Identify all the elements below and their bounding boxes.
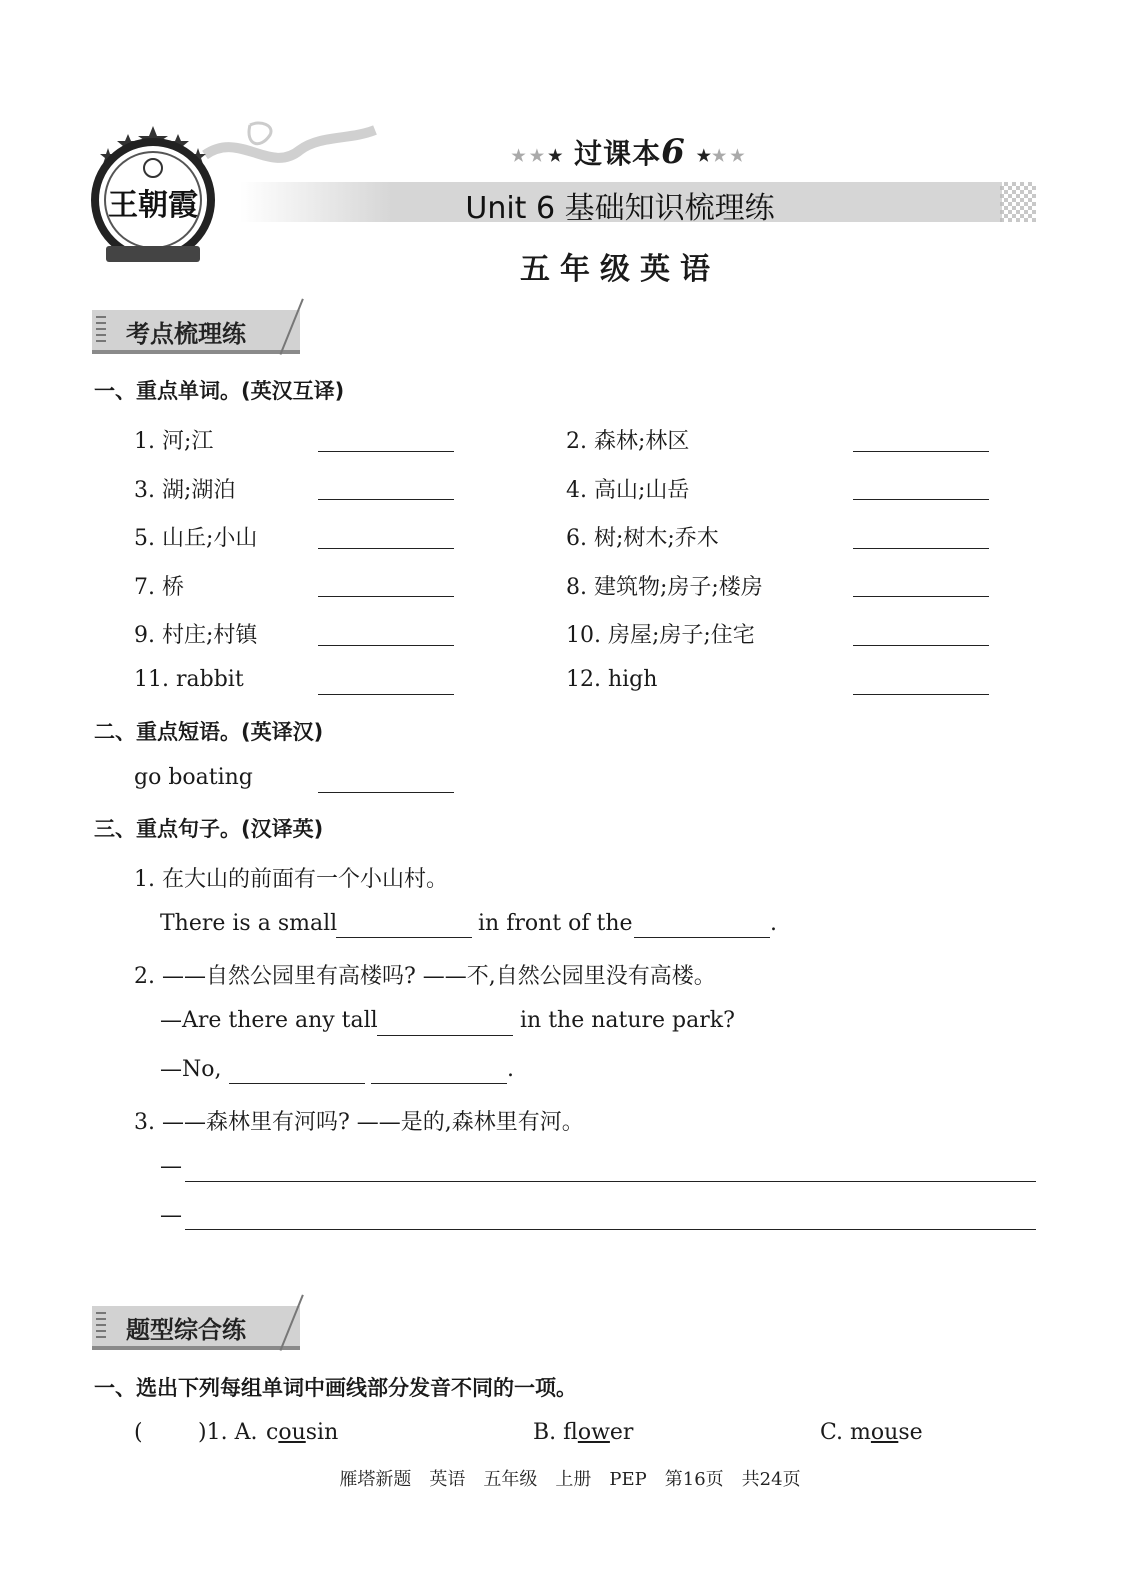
option-c-text: se bbox=[898, 1420, 923, 1445]
grip-icon bbox=[96, 316, 106, 344]
page-footer: 雁塔新题 英语 五年级 上册 PEP 第16页 共24页 bbox=[339, 1469, 801, 1490]
vocab-item-10: 10. 房屋;房子;住宅 bbox=[566, 623, 755, 648]
star-icon: ★★ bbox=[511, 146, 549, 165]
option-c-text: C. m bbox=[820, 1420, 871, 1445]
answer-blank[interactable] bbox=[318, 645, 454, 646]
answer-blank[interactable] bbox=[853, 548, 989, 549]
dialog-dash: — bbox=[160, 1154, 182, 1179]
phrase-item: go boating bbox=[134, 765, 253, 790]
sentence-1-en-c: . bbox=[770, 911, 777, 936]
logo-text: 王朝霞 bbox=[108, 188, 198, 223]
option-c-underlined: ou bbox=[870, 1420, 899, 1445]
sentence-1-en-a: There is a small bbox=[160, 911, 338, 936]
section-label-text: 考点梳理练 bbox=[126, 319, 246, 348]
answer-blank[interactable] bbox=[853, 645, 989, 646]
vocab-item-8: 8. 建筑物;房子;楼房 bbox=[566, 575, 763, 600]
star-title bbox=[440, 132, 820, 172]
option-a-underlined: ou bbox=[278, 1420, 306, 1445]
option-b-text: B. fl bbox=[533, 1420, 578, 1445]
pen-icon bbox=[279, 298, 320, 361]
option-c[interactable] bbox=[820, 1420, 923, 1445]
section-label-review bbox=[92, 310, 300, 354]
vocab-item-9: 9. 村庄;村镇 bbox=[134, 623, 258, 648]
answer-blank[interactable] bbox=[318, 792, 454, 793]
grip-icon bbox=[96, 1312, 106, 1340]
part1-heading: 一、重点单词。(英汉互译) bbox=[94, 379, 345, 403]
star-title-text: 过课本 bbox=[574, 137, 662, 170]
unit-title: Unit 6 基础知识梳理练 bbox=[465, 191, 775, 226]
sentence-2-cn: 2. ——自然公园里有高楼吗? ——不,自然公园里没有高楼。 bbox=[134, 964, 716, 989]
section2-part1-heading: 一、选出下列每组单词中画线部分发音不同的一项。 bbox=[94, 1376, 577, 1400]
answer-blank[interactable] bbox=[318, 548, 454, 549]
answer-blank[interactable] bbox=[853, 451, 989, 452]
question-1-number: )1. A. bbox=[198, 1420, 258, 1445]
grade-title: 五年级英语 bbox=[520, 252, 720, 287]
answer-blank[interactable] bbox=[853, 596, 989, 597]
star-title-number: 6 bbox=[661, 132, 686, 172]
answer-blank[interactable] bbox=[318, 694, 454, 695]
section-label-practice bbox=[92, 1306, 300, 1350]
option-b-underlined: ow bbox=[577, 1420, 610, 1445]
vocab-item-12: 12. high bbox=[566, 667, 658, 692]
pen-icon bbox=[279, 1294, 320, 1357]
vocab-item-2: 2. 森林;林区 bbox=[566, 429, 690, 454]
answer-blank[interactable] bbox=[318, 451, 454, 452]
answer-blank[interactable] bbox=[371, 1083, 507, 1084]
star-icon: ★★ bbox=[711, 146, 749, 165]
answer-blank[interactable] bbox=[336, 937, 472, 938]
sentence-3-cn: 3. ——森林里有河吗? ——是的,森林里有河。 bbox=[134, 1110, 584, 1135]
star-icon: ★ bbox=[696, 146, 712, 165]
option-b[interactable] bbox=[533, 1420, 633, 1445]
answer-blank[interactable] bbox=[229, 1083, 365, 1084]
vocab-item-3: 3. 湖;湖泊 bbox=[134, 478, 236, 503]
answer-blank[interactable] bbox=[634, 937, 770, 938]
vocab-item-6: 6. 树;树木;乔木 bbox=[566, 526, 719, 551]
vocab-item-1: 1. 河;江 bbox=[134, 429, 214, 454]
option-a-text: c bbox=[266, 1420, 279, 1445]
part2-heading: 二、重点短语。(英译汉) bbox=[94, 720, 324, 744]
sentence-2-en-a: —Are there any tall bbox=[160, 1008, 378, 1033]
banner-checker-pattern bbox=[1000, 182, 1036, 222]
vocab-item-7: 7. 桥 bbox=[134, 575, 184, 600]
vocab-item-4: 4. 高山;山岳 bbox=[566, 478, 690, 503]
option-a-text: sin bbox=[305, 1420, 339, 1445]
star-icon: ★ bbox=[548, 146, 564, 165]
sentence-1-cn: 1. 在大山的前面有一个小山村。 bbox=[134, 867, 448, 892]
vocab-item-5: 5. 山丘;小山 bbox=[134, 526, 258, 551]
answer-line[interactable] bbox=[185, 1181, 1036, 1182]
sentence-2-no: —No, bbox=[160, 1057, 222, 1082]
option-b-text: er bbox=[609, 1420, 634, 1445]
section-label-text: 题型综合练 bbox=[126, 1315, 246, 1344]
sentence-1-en-b: in front of the bbox=[478, 911, 633, 936]
sentence-2-end: . bbox=[507, 1057, 514, 1082]
option-a[interactable] bbox=[266, 1420, 338, 1445]
brand-logo bbox=[78, 118, 228, 268]
vocab-item-11: 11. rabbit bbox=[134, 667, 244, 692]
answer-blank[interactable] bbox=[318, 596, 454, 597]
dialog-dash: — bbox=[160, 1203, 182, 1228]
answer-blank[interactable] bbox=[853, 499, 989, 500]
answer-blank[interactable] bbox=[318, 499, 454, 500]
part3-heading: 三、重点句子。(汉译英) bbox=[94, 817, 324, 841]
question-paren: ( bbox=[134, 1420, 143, 1445]
sentence-2-en-b: in the nature park? bbox=[520, 1008, 735, 1033]
answer-blank[interactable] bbox=[853, 694, 989, 695]
answer-line[interactable] bbox=[185, 1229, 1036, 1230]
answer-blank[interactable] bbox=[377, 1035, 513, 1036]
